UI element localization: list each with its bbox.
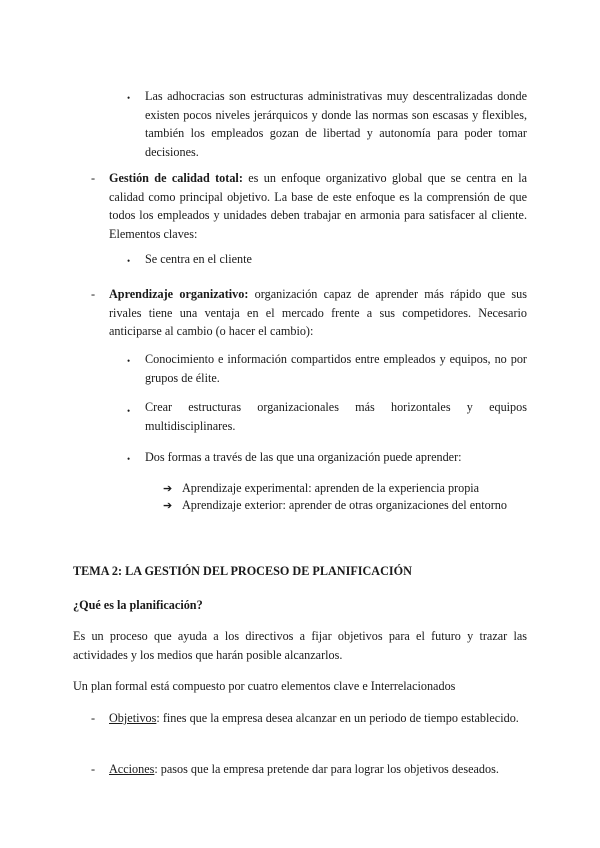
tema2-plan-intro: Un plan formal está compuesto por cuatro elementos clave e Interrelacionados [73, 679, 456, 693]
dash-marker: - [91, 711, 96, 725]
calidad-paragraph [109, 169, 527, 243]
bullet-dot-icon: • [127, 454, 131, 464]
calidad-text: es un enfoque organizativo global que se centra en la calidad como principal objetivo. La base de este enfoque es la comprensión de que todos los empleados y unidades deben trabajar en armonia para satisfacer al cliente. Elementos claves: [109, 171, 528, 241]
aprendizaje-paragraph [109, 285, 527, 341]
aprendizaje-sub-bullet-1: Aprendizaje exterior: aprender de otras organizaciones del entorno [182, 498, 507, 512]
aprendizaje-bullet-2: Dos formas a través de las que una organización puede aprender: [145, 450, 462, 464]
arrow-right-icon: ➔ [163, 483, 173, 495]
aprendizaje-term: Aprendizaje organizativo: [109, 287, 249, 301]
element-acciones [109, 760, 527, 779]
aprendizaje-sub-bullet-0: Aprendizaje experimental: aprenden de la experiencia propia [182, 481, 480, 495]
bullet-dot-icon: • [127, 356, 131, 366]
tema2-question: ¿Qué es la planificación? [73, 598, 203, 612]
element-text: : fines que la empresa desea alcanzar en un periodo de tiempo establecido. [156, 711, 519, 725]
bullet-dot-icon: • [127, 256, 131, 266]
bullet-dot-icon: • [127, 406, 131, 416]
element-objetivos [109, 709, 527, 728]
dash-marker: - [91, 762, 96, 776]
tema2-heading: TEMA 2: LA GESTIÓN DEL PROCESO DE PLANIFICACIÓN [73, 564, 412, 578]
adhocracias-bullet-text: Las adhocracias son estructuras administrativas muy descentralizadas donde existen pocos niveles jerárquicos y donde las normas son escasas y flexibles, también los empleados gozan de libertad y autonomía para poder tomar decisiones. [145, 89, 527, 159]
aprendizaje-bullet-0: Conocimiento e información compartidos entre empleados y equipos, no por grupos de élite. [145, 352, 527, 385]
calidad-bullet-0: Se centra en el cliente [145, 252, 252, 266]
calidad-term: Gestión de calidad total: [109, 171, 243, 185]
bullet-dot-icon: • [127, 93, 131, 103]
element-term: Acciones [109, 762, 155, 776]
arrow-right-icon: ➔ [163, 500, 173, 512]
dash-marker: - [91, 171, 96, 185]
element-term: Objetivos [109, 711, 157, 725]
dash-marker: - [91, 287, 96, 301]
tema2-definition: Es un proceso que ayuda a los directivos a fijar objetivos para el futuro y trazar las actividades y los medios que harán posible alcanzarlos. [73, 629, 527, 662]
aprendizaje-text: organización capaz de aprender más rápido que sus rivales tiene una ventaja en el mercado frente a sus competidores. Necesario anticiparse al cambio (o hacer el cambio): [109, 287, 527, 339]
element-text: : pasos que la empresa pretende dar para lograr los objetivos deseados. [154, 762, 499, 776]
aprendizaje-bullet-1: Crear estructuras organizacionales más horizontales y equipos multidisciplinares. [145, 400, 527, 433]
